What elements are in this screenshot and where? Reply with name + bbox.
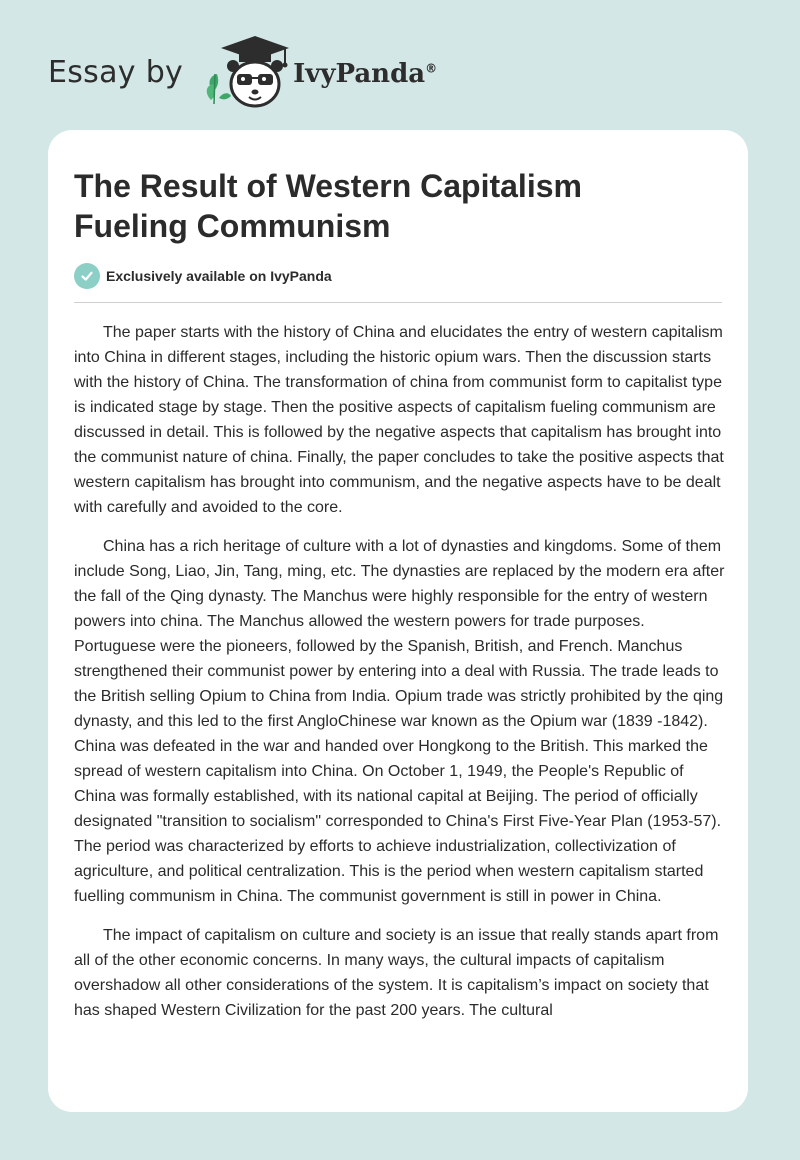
registered-mark: ® <box>425 61 438 76</box>
brand-name[interactable]: IvyPanda® <box>293 59 438 89</box>
paragraph: The paper starts with the history of China and elucidates the entry of western capitalism into China in different stages, including the historic opium wars. Then the discussion starts with the history of China. The transformation of china from communist form to capitalist type is indicated stage by stage. Then the positive aspects of capitalism fueling communism are discussed in detail. This is followed by the negative aspects that capitalism has brought into the communist nature of china. Finally, the paper concludes to take the positive aspects that western capitalism has brought into communism, and the negative aspects have to be dealt with carefully and avoided to the core. <box>74 324 724 516</box>
essay-by-label: Essay by <box>48 54 184 90</box>
essay-title: The Result of Western Capitalism Fueling Communism <box>74 168 582 244</box>
site-header <box>48 34 437 110</box>
panda-logo-icon[interactable] <box>197 34 293 110</box>
check-icon <box>74 263 100 289</box>
exclusive-badge-label: Exclusively available on IvyPanda <box>106 268 332 284</box>
divider <box>74 302 722 303</box>
paragraph: The impact of capitalism on culture and society is an issue that really stands apart from all of the other economic concerns. In many ways, the cultural impacts of capitalism overshadow all other considerations of the system. It is capitalism’s impact on society that has shaped Western Civilization for the past 200 years. The cultural <box>74 927 719 1019</box>
essay-card <box>48 130 748 1112</box>
essay-body <box>74 320 726 1037</box>
exclusive-badge <box>74 263 332 289</box>
leaf-icon <box>207 74 231 104</box>
paragraph: China has a rich heritage of culture with a lot of dynasties and kingdoms. Some of them include Song, Liao, Jin, Tang, ming, etc. The dynasties are replaced by the modern era after the fall of the Qing dynasty. The Manchus were highly responsible for the entry of western powers into china. The Manchus allowed the western powers for trade purposes. Portuguese were the pioneers, followed by the Spanish, British, and French. Manchus strengthened their communist power by entering into a deal with Russia. The trade leads to the British selling Opium to China from India. Opium trade was strictly prohibited by the qing dynasty, and this led to the first AngloChinese war known as the Opium war (1839 -1842). China was defeated in the war and handed over Hongkong to the British. This marked the spread of western capitalism into China. On October 1, 1949, the People's Republic of China was formally established, with its national capital at Beijing. The period of officially designated "transition to socialism" corresponded to China's First Five-Year Plan (1953-57). The period was characterized by efforts to achieve industrialization, collectivization of agriculture, and political centralization. This is the period when western capitalism started fuelling communism in China. The communist government is still in power in China. <box>74 538 725 905</box>
